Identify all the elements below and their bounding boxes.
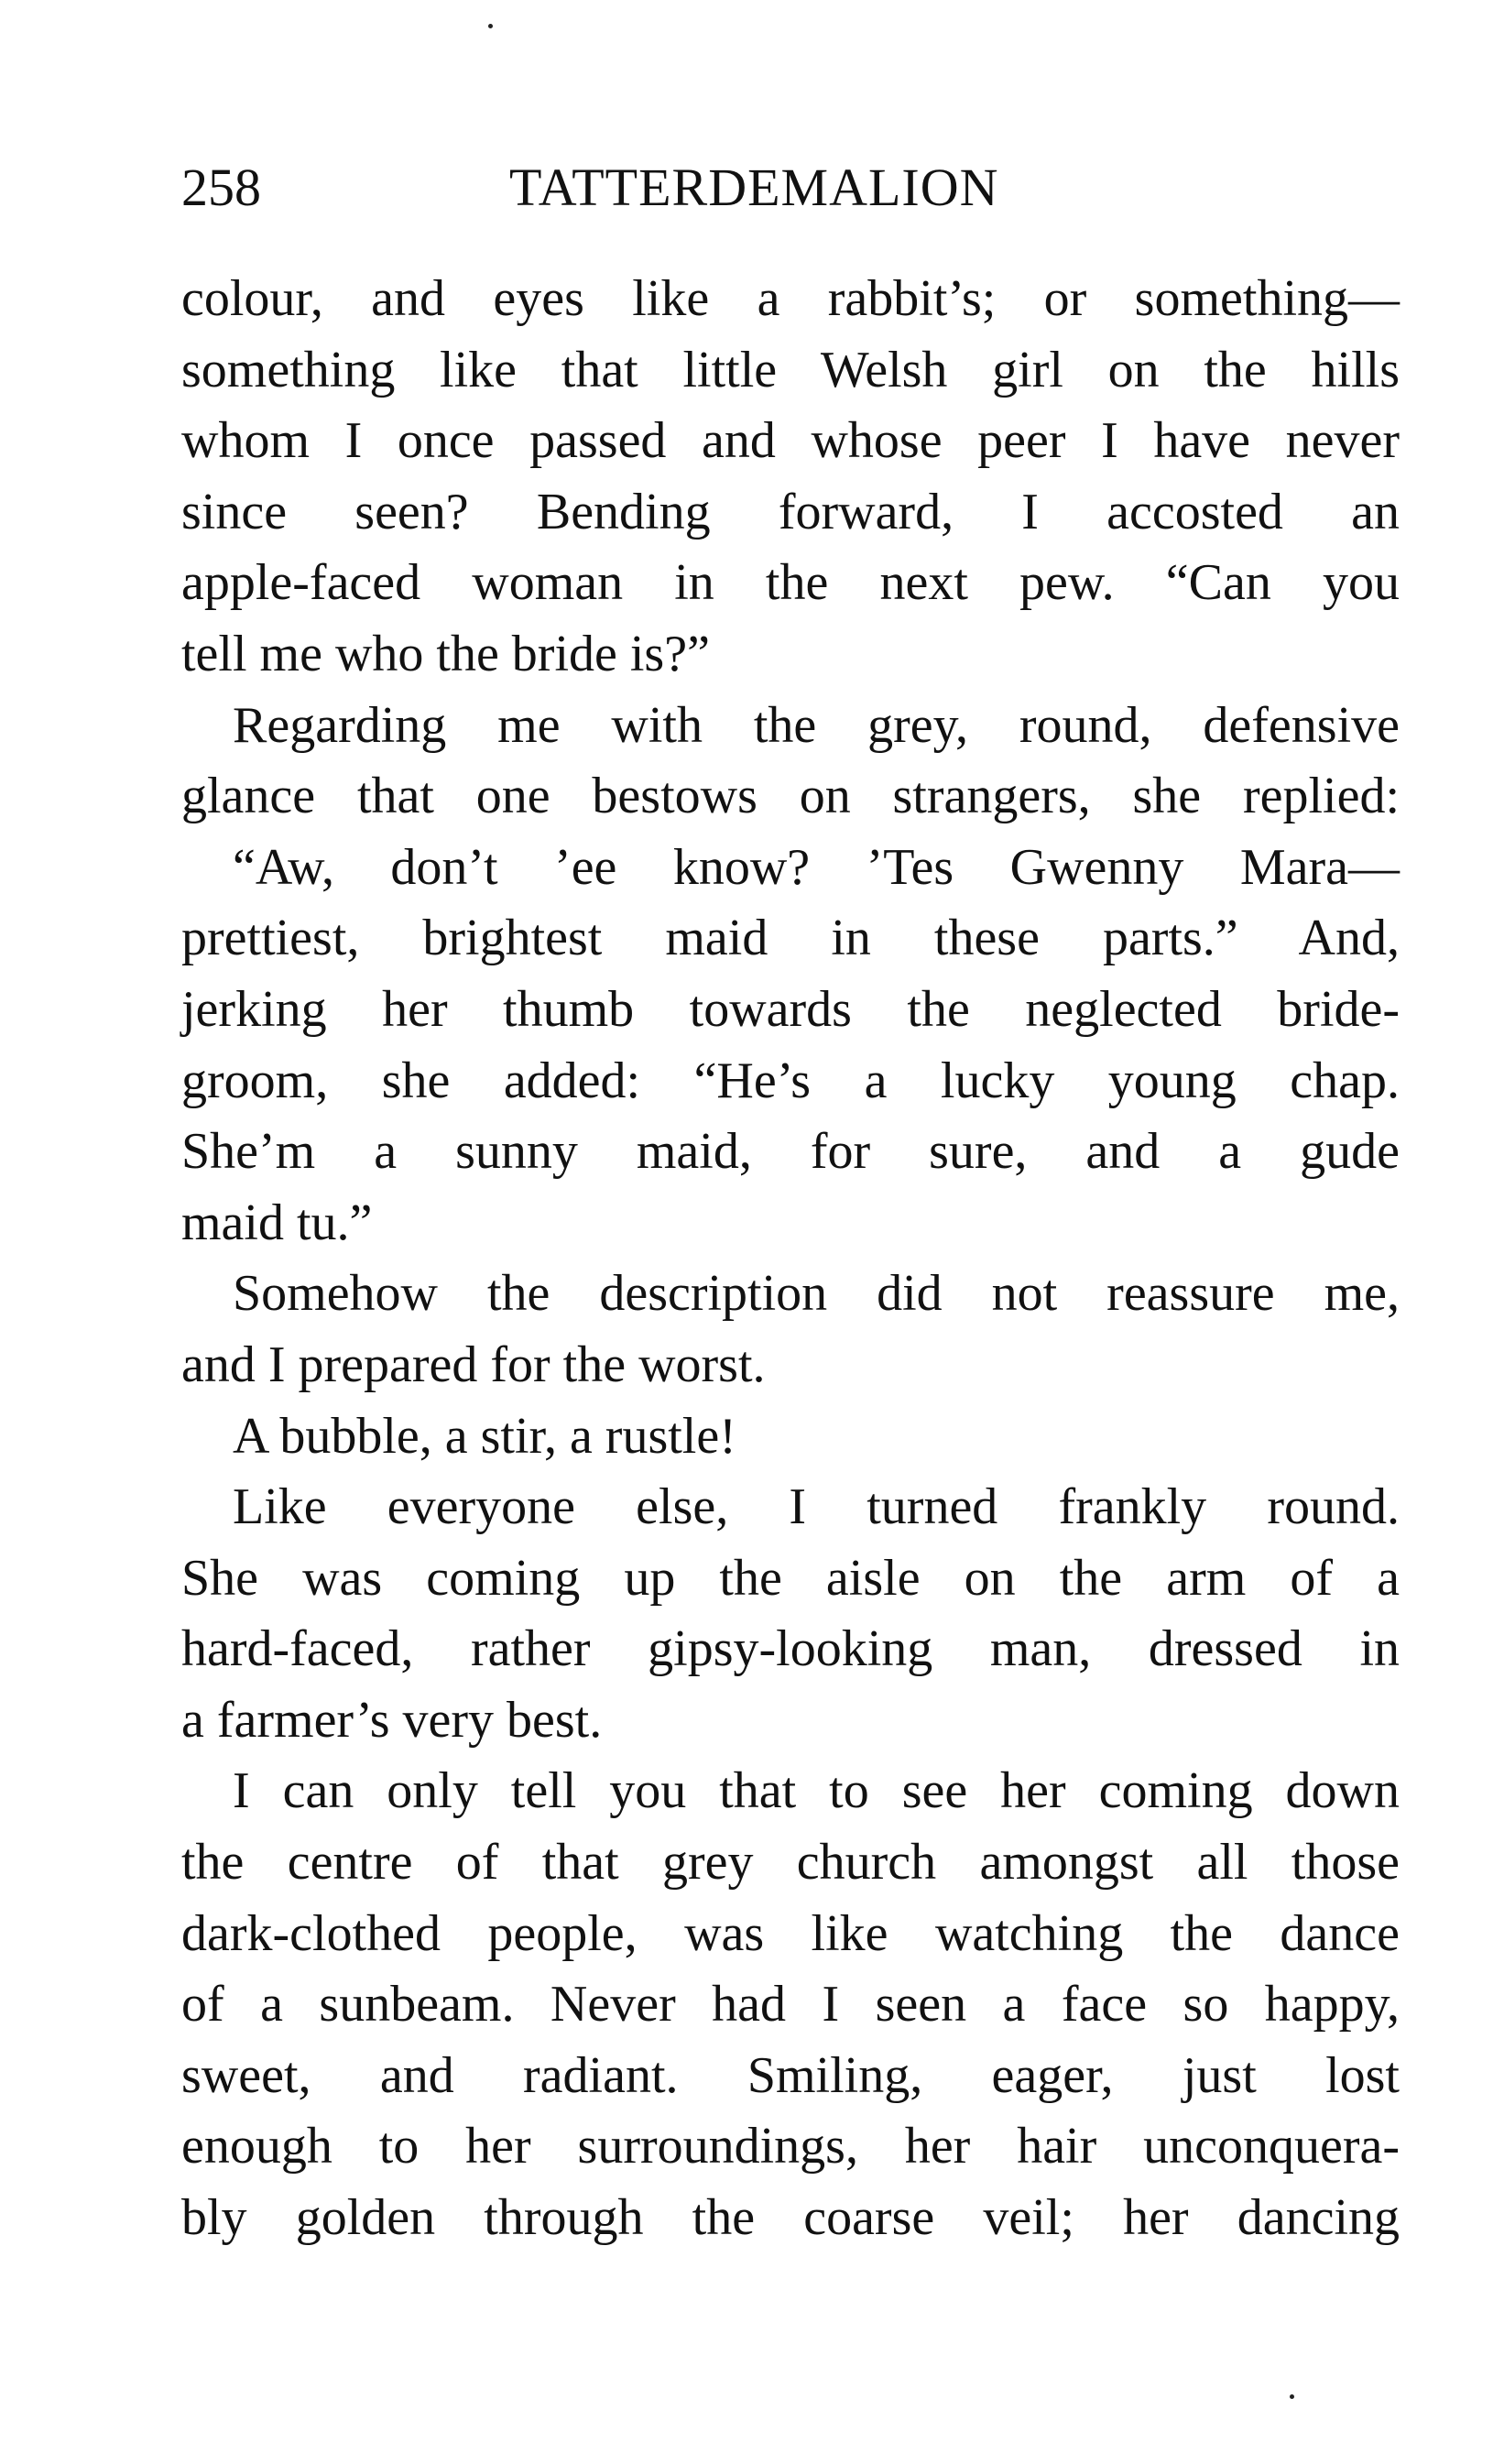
text-line: glance that one bestows on strangers, she replied:	[181, 768, 1400, 825]
paragraph-start-line: Like everyone else, I turned frankly round.	[233, 1478, 1400, 1536]
text-line: the centre of that grey church amongst all those	[181, 1834, 1400, 1892]
body-text	[181, 264, 1400, 2254]
paragraph-start-line: I can only tell you that to see her coming down	[233, 1762, 1400, 1820]
paragraph-start-line: “Aw, don’t ’ee know? ’Tes Gwenny Mara—	[233, 838, 1400, 896]
text-line: colour, and eyes like a rabbit’s; or something—	[181, 270, 1400, 327]
text-line: apple-faced woman in the next pew. “Can you	[181, 554, 1400, 612]
text-line: prettiest, brightest maid in these parts.” And,	[181, 910, 1400, 967]
page-number: 258	[181, 158, 261, 217]
text-line: jerking her thumb towards the neglected bride-	[181, 980, 1400, 1038]
text-line: enough to her surroundings, her hair unconquera-	[181, 2118, 1400, 2175]
page-header	[181, 151, 1400, 224]
paragraph-start-line: Somehow the description did not reassure me,	[233, 1265, 1400, 1323]
text-line: and I prepared for the worst.	[181, 1336, 766, 1393]
text-line: whom I once passed and whose peer I have never	[181, 412, 1400, 470]
paragraph-start-line: Regarding me with the grey, round, defensive	[233, 696, 1400, 754]
running-title: TATTERDEMALION	[509, 158, 999, 217]
text-line: dark-clothed people, was like watching the dance	[181, 1904, 1400, 1962]
text-line: a farmer’s very best.	[181, 1691, 603, 1749]
text-line: groom, she added: “He’s a lucky young chap.	[181, 1052, 1400, 1109]
text-line: since seen? Bending forward, I accosted an	[181, 483, 1400, 540]
text-line: sweet, and radiant. Smiling, eager, just lost	[181, 2046, 1400, 2104]
text-line: She was coming up the aisle on the arm of a	[181, 1549, 1400, 1607]
text-line: tell me who the bride is?”	[181, 625, 710, 682]
text-line: of a sunbeam. Never had I seen a face so happy,	[181, 1976, 1400, 2033]
text-line: hard-faced, rather gipsy-looking man, dressed in	[181, 1620, 1400, 1678]
print-speck	[1290, 2394, 1294, 2399]
text-line: maid tu.”	[181, 1194, 373, 1251]
paragraph-start-line: A bubble, a stir, a rustle!	[233, 1407, 736, 1465]
text-line: bly golden through the coarse veil; her dancing	[181, 2189, 1400, 2247]
text-line: She’m a sunny maid, for sure, and a gude	[181, 1123, 1400, 1181]
print-speck	[488, 24, 493, 28]
text-line: something like that little Welsh girl on the hills	[181, 341, 1400, 398]
